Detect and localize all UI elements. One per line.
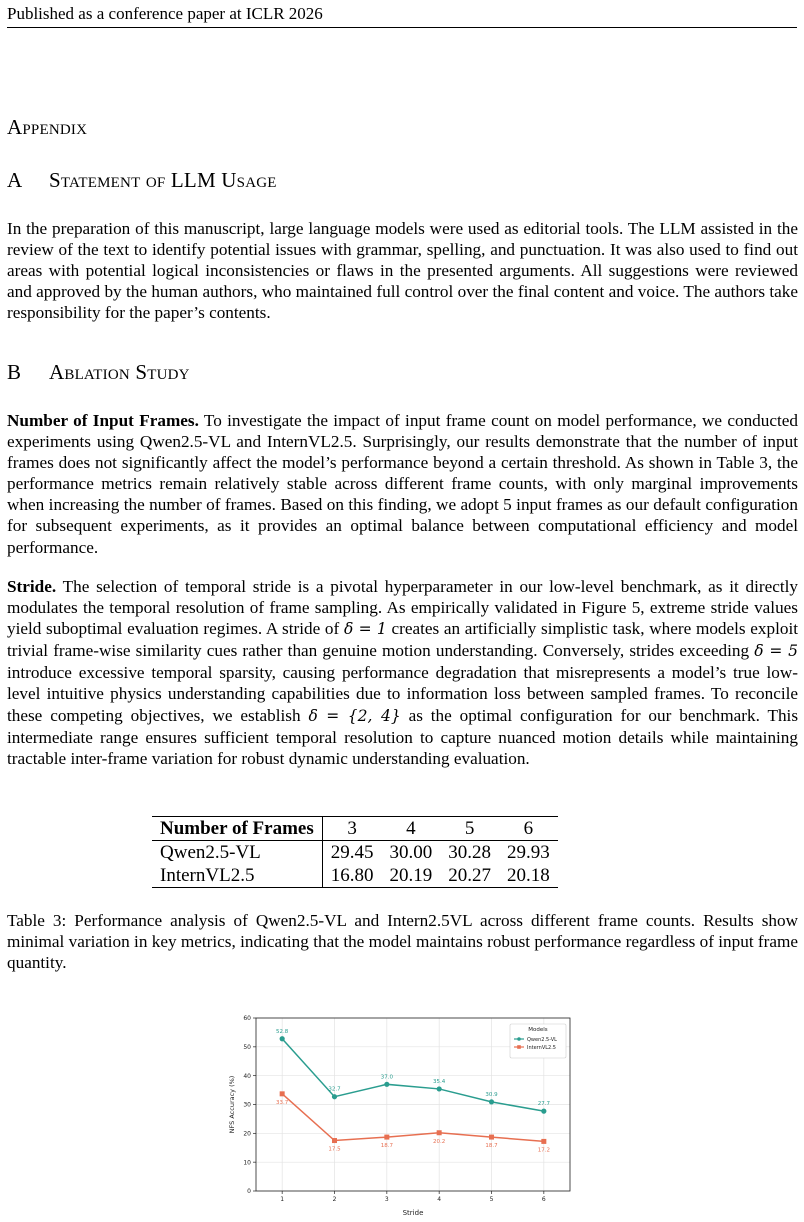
table-header-cell: Number of Frames <box>152 817 322 841</box>
legend-title: Models <box>528 1027 548 1033</box>
data-label: 37.0 <box>380 1074 393 1081</box>
frames-paragraph-body: To investigate the impact of input frame count on model performance, we conducted experiments using Qwen2.5-VL and InternVL2.5. Surprisingly, our results demonstrate that the number of input frames does not significantly affect the model’s performance beyond a certain threshold. As shown in Table 3, the performance metrics remain relatively stable across different frame counts, with only marginal improvements when increasing the number of frames. Based on this finding, we adopt 5 input frames as our default configuration for subsequent experiments, as it provides an optimal balance between computational efficiency and model performance. <box>7 411 798 557</box>
data-point <box>437 1086 442 1091</box>
y-tick-label: 40 <box>243 1072 251 1080</box>
data-label: 17.2 <box>537 1147 550 1154</box>
data-point <box>489 1099 494 1104</box>
table-row-name: InternVL2.5 <box>152 864 322 888</box>
frames-table <box>152 816 558 888</box>
legend-label: Qwen2.5-VL <box>527 1036 557 1043</box>
data-point <box>280 1091 285 1096</box>
series-line <box>282 1091 544 1142</box>
table-cell: 20.18 <box>499 864 558 888</box>
appendix-heading: Appendix <box>7 115 88 139</box>
data-point <box>332 1094 337 1099</box>
stride-math-3: δ = {2, 4} <box>308 706 401 725</box>
series-line <box>282 1039 544 1111</box>
data-point <box>437 1130 442 1135</box>
table-cell: 20.19 <box>381 864 440 888</box>
llm-usage-paragraph: In the preparation of this manuscript, large language models were used as editorial tools. The LLM assisted in the review of the text to identify potential issues with grammar, spelling, and punctuation. It was also used to find out areas with potential logical inconsistencies or flaws in the presented arguments. All suggestions were reviewed and approved by the human authors, who maintained full control over the final content and voice. The authors take responsibility for the paper’s contents. <box>7 219 798 323</box>
table-cell: 29.45 <box>330 842 374 863</box>
legend-marker <box>517 1045 521 1049</box>
x-tick-label: 2 <box>332 1196 337 1203</box>
section-b-title: Ablation Study <box>49 360 190 384</box>
data-label: 52.8 <box>276 1028 289 1035</box>
stride-paragraph-lead: Stride. <box>7 577 57 596</box>
table-cell: 16.80 <box>322 864 381 888</box>
x-tick-label: 3 <box>384 1196 389 1203</box>
stride-part-4: as the optimal configuration for our benchmark. This intermediate range ensures sufficient temporal resolution to capture nuanced motion details while maintaining tractable inter-frame variation for robust dynamic understanding evaluation. <box>7 705 799 768</box>
data-label: 27.7 <box>537 1101 550 1108</box>
section-b-number: B <box>7 360 22 384</box>
table-header-cell: 4 <box>381 817 440 841</box>
section-a-number: A <box>7 168 23 192</box>
stride-math-1: δ = 1 <box>343 620 387 639</box>
running-header: Published as a conference paper at ICLR 2026 <box>7 4 323 23</box>
stride-part-1: The selection of temporal stride is a pivotal hyperparameter in our low-level benchmark, as it directly modulates the temporal resolution of frame sampling. As empirically validated in Figure 5, extreme stride values yield suboptimal evaluation regimes. A stride of <box>7 577 798 639</box>
data-point <box>489 1135 494 1140</box>
data-label: 30.9 <box>485 1091 498 1098</box>
legend-label: InternVL2.5 <box>527 1044 556 1051</box>
table-cell: 29.93 <box>506 842 550 863</box>
header-rule <box>7 27 797 28</box>
data-label: 33.7 <box>276 1099 289 1106</box>
y-tick-label: 60 <box>243 1015 251 1023</box>
stride-paragraph <box>7 576 798 769</box>
data-label: 17.5 <box>328 1146 341 1153</box>
x-tick-label: 1 <box>280 1196 285 1203</box>
data-label: 18.7 <box>380 1143 393 1150</box>
table-header-row <box>152 817 558 841</box>
table-row <box>152 841 558 865</box>
y-tick-label: 20 <box>243 1130 251 1138</box>
table-cell: 30.28 <box>448 842 491 863</box>
table-header-cell: 6 <box>499 817 558 841</box>
table-cell: 20.27 <box>440 864 499 888</box>
x-tick-label: 5 <box>489 1196 494 1203</box>
table-header-cell: 5 <box>440 817 499 841</box>
stride-part-3: introduce excessive temporal sparsity, causing performance degradation that misrepresents a model’s true low-level intuitive physics understanding capabilities due to information loss between sampled frames. To reconcile these competing objectives, we establish <box>7 663 798 725</box>
frames-paragraph <box>7 410 798 558</box>
data-point <box>541 1139 546 1144</box>
table-caption: Table 3: Performance analysis of Qwen2.5-VL and Intern2.5VL across different frame counts. Results show minimal variation in key metrics, indicating that the model maintains robust performance regardless of input frame quantity. <box>7 911 798 973</box>
stride-part-2: creates an artificially simplistic task, where models exploit trivial frame-wise similarity cues rather than genuine motion understanding. Conversely, strides exceeding <box>7 619 799 661</box>
y-tick-label: 30 <box>243 1101 251 1109</box>
data-point <box>384 1135 389 1140</box>
frames-paragraph-lead: Number of Input Frames. <box>7 411 199 430</box>
data-point <box>332 1138 337 1143</box>
y-tick-label: 0 <box>247 1188 251 1196</box>
section-a-title: Statement of LLM Usage <box>49 168 277 192</box>
legend-marker <box>517 1037 521 1041</box>
data-label: 18.7 <box>485 1143 498 1150</box>
stride-math-2: δ = 5 <box>754 642 798 661</box>
y-tick-label: 10 <box>243 1159 251 1167</box>
table-cell: 30.00 <box>389 842 433 863</box>
x-tick-label: 4 <box>437 1196 442 1203</box>
table-row-name: Qwen2.5-VL <box>152 841 322 865</box>
table-row <box>152 864 558 888</box>
section-a-heading <box>7 168 277 193</box>
data-point <box>384 1082 389 1087</box>
data-point <box>280 1036 285 1041</box>
data-point <box>541 1109 546 1114</box>
x-axis-label: Stride <box>402 1209 424 1217</box>
stride-line-chart <box>220 1010 580 1220</box>
y-axis-label: NFS Accuracy (%) <box>228 1075 236 1134</box>
data-label: 20.2 <box>433 1138 446 1145</box>
table-header-cell: 3 <box>322 817 381 841</box>
data-label: 35.4 <box>433 1078 446 1085</box>
section-b-heading <box>7 360 190 385</box>
data-label: 32.7 <box>328 1086 341 1093</box>
x-tick-label: 6 <box>541 1196 546 1203</box>
y-tick-label: 50 <box>243 1044 251 1052</box>
